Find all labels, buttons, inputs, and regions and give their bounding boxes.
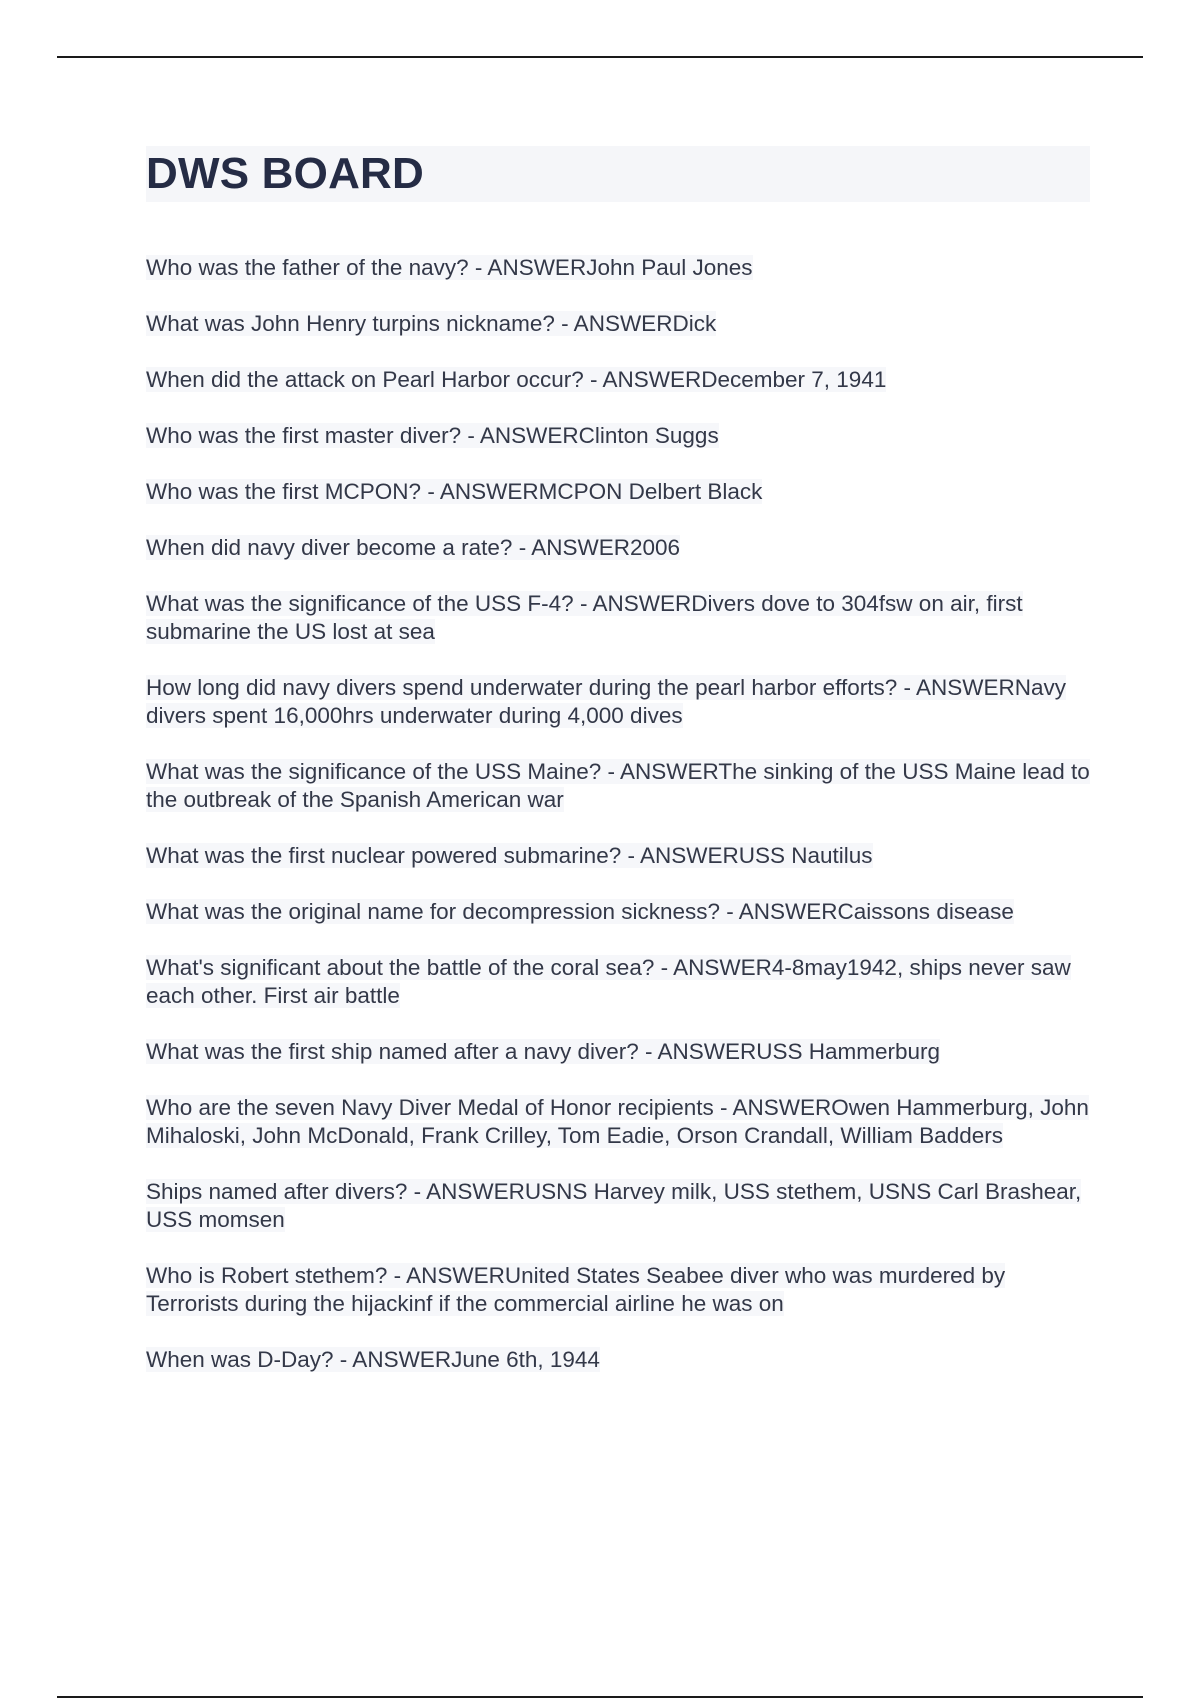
qa-item — [146, 842, 1090, 870]
qa-item — [146, 478, 1090, 506]
qa-item — [146, 534, 1090, 562]
qa-text: When did the attack on Pearl Harbor occur? - ANSWERDecember 7, 1941 — [146, 367, 887, 392]
qa-item — [146, 1094, 1090, 1150]
qa-text: What was the significance of the USS Maine? - ANSWERThe sinking of the USS Maine lead to the outbreak of the Spanish American war — [146, 759, 1090, 812]
qa-item — [146, 422, 1090, 450]
qa-text: How long did navy divers spend underwater during the pearl harbor efforts? - ANSWERNavy divers spent 16,000hrs underwater during 4,000 dives — [146, 675, 1067, 728]
qa-text: What's significant about the battle of the coral sea? - ANSWER4-8may1942, ships never saw each other. First air battle — [146, 955, 1071, 1008]
qa-text: Who is Robert stethem? - ANSWERUnited States Seabee diver who was murdered by Terrorists during the hijackinf if the commercial airline he was on — [146, 1263, 1006, 1316]
qa-text: When was D-Day? - ANSWERJune 6th, 1944 — [146, 1347, 600, 1372]
qa-text: When did navy diver become a rate? - ANSWER2006 — [146, 535, 681, 560]
qa-item — [146, 1178, 1090, 1234]
qa-item — [146, 674, 1090, 730]
qa-text: What was the first ship named after a navy diver? - ANSWERUSS Hammerburg — [146, 1039, 941, 1064]
qa-item — [146, 1262, 1090, 1318]
qa-text: Ships named after divers? - ANSWERUSNS Harvey milk, USS stethem, USNS Carl Brashear, USS momsen — [146, 1179, 1082, 1232]
qa-text: What was the significance of the USS F-4? - ANSWERDivers dove to 304fsw on air, first submarine the US lost at sea — [146, 591, 1023, 644]
qa-item — [146, 310, 1090, 338]
qa-text: Who was the first master diver? - ANSWERClinton Suggs — [146, 423, 719, 448]
qa-item — [146, 954, 1090, 1010]
qa-text: What was the original name for decompression sickness? - ANSWERCaissons disease — [146, 899, 1014, 924]
bottom-rule — [57, 1696, 1143, 1698]
qa-text: Who are the seven Navy Diver Medal of Honor recipients - ANSWEROwen Hammerburg, John Mihaloski, John McDonald, Frank Crilley, Tom Eadie, Orson Crandall, William Badders — [146, 1095, 1089, 1148]
qa-text: Who was the first MCPON? - ANSWERMCPON Delbert Black — [146, 479, 763, 504]
qa-item — [146, 758, 1090, 814]
qa-item — [146, 1346, 1090, 1374]
qa-item — [146, 366, 1090, 394]
document-title: DWS BOARD — [146, 149, 425, 198]
qa-item — [146, 1038, 1090, 1066]
qa-item — [146, 254, 1090, 282]
top-rule — [57, 56, 1143, 58]
qa-text: What was the first nuclear powered submarine? - ANSWERUSS Nautilus — [146, 843, 873, 868]
qa-text: What was John Henry turpins nickname? - ANSWERDick — [146, 311, 717, 336]
qa-item — [146, 590, 1090, 646]
qa-text: Who was the father of the navy? - ANSWERJohn Paul Jones — [146, 255, 753, 280]
qa-list — [146, 254, 1090, 1374]
qa-item — [146, 898, 1090, 926]
